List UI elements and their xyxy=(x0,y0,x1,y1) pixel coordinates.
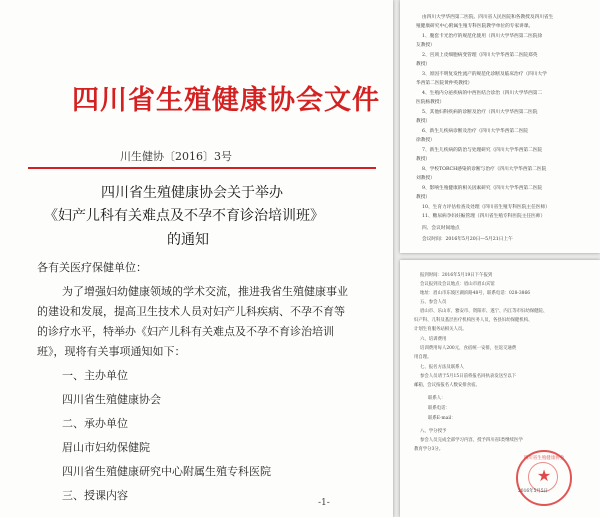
text-line: 8、学校TORCH感染的诊断与治疗（四川大学华西第二医院 xyxy=(422,167,547,172)
text-line: 会议时间：2016年5月20日—5月21日上午 xyxy=(422,237,513,242)
text-line: 会议报到及会议地点：眉山市眉山宾馆 xyxy=(420,282,495,287)
section-heading-course-content: 三、授课内容 xyxy=(62,489,128,502)
contact-person: 联系人： xyxy=(428,396,446,401)
official-seal-text: 四川省生殖健康协会 xyxy=(523,456,565,461)
text-line: 9、影响生殖健康的相关因素研究（四川大学华西第二医院 xyxy=(422,186,543,191)
text-line: 教授） xyxy=(416,62,431,67)
text-line: 报到时间：2016年5月19日下午报到 xyxy=(420,273,493,278)
paragraph-line: 为了增强妇幼健康领域的学术交流，推进我省生殖健康事业 xyxy=(62,285,348,298)
text-line: 华西第二医院黄仲英教授） xyxy=(416,81,473,86)
issue-date: 2016年5月5日 xyxy=(518,489,548,494)
text-line: 用自理。 xyxy=(414,355,432,360)
text-line: 徐教授） xyxy=(416,138,435,143)
text-line: 四、会议时间地点 xyxy=(422,226,460,231)
text-line: 参会人员完成全部学习内容，授予四川省Ⅰ类继续医学 xyxy=(420,438,523,443)
co-organizer-name-2: 四川省生殖健康研究中心附属生殖专科医院 xyxy=(62,465,271,478)
salutation: 各有关医疗保健单位： xyxy=(37,261,147,274)
text-line: 7、新生儿疾病的防治与处理研究（四川大学华西第二医院 xyxy=(422,148,543,153)
text-line: 七、报名方法及联系人 xyxy=(420,365,464,370)
paragraph-line: 班》，现将有关事项通知如下： xyxy=(37,345,186,358)
document-page-3 xyxy=(400,260,600,517)
document-number: 川生健协〔2016〕3号 xyxy=(120,150,232,163)
text-line: 教授） xyxy=(416,119,431,124)
organizer-name: 四川省生殖健康协会 xyxy=(62,393,161,406)
text-line: 八、学分授予 xyxy=(420,429,447,434)
contact-email: 联系E-mail： xyxy=(428,416,456,421)
section-heading-co-organizer: 二、承办单位 xyxy=(62,417,128,430)
text-line: 教授） xyxy=(416,157,431,162)
document-page-2 xyxy=(400,0,600,253)
text-line: 妇产科、儿科及基层医疗机构医务人员，各县妇幼保健机构、 xyxy=(414,318,533,323)
text-line: 由四川大学华西第二医院、四川省人民医院和各教授及四川省生 xyxy=(422,15,554,20)
text-line: 参会人员请于5月15日前将报名回执表发送至以下 xyxy=(420,374,517,379)
notice-title-line2: 《妇产儿科有关难点及不孕不育诊治培训班》 xyxy=(44,208,324,224)
notice-title-line3: 的通知 xyxy=(167,232,209,248)
text-line: 11、糖尿病孕妇妊娠管理（四川省生殖专科医院主任医师） xyxy=(422,214,546,219)
text-line: 2、宫颈上皮细胞病变管理（四川大学华西第二医院郑英 xyxy=(422,53,538,58)
text-line: 邮箱，会议按报名人数安排食宿。 xyxy=(414,383,480,388)
star-icon: ★ xyxy=(536,466,552,485)
text-line: 10、生育力评估检查及处理（四川省生殖专科医院主任医师） xyxy=(422,205,550,210)
text-line: 殖健康研究中心附属生殖专科医院教学单位的专家讲课。 xyxy=(416,24,534,29)
notice-title-line1: 四川省生殖健康协会关于举办 xyxy=(101,185,283,201)
text-line: 刘教授） xyxy=(416,176,435,181)
text-line: 眉山市、乐山市、雅安市、资阳市、遂宁、内江等市妇幼保健院、 xyxy=(420,309,548,314)
text-line: 医院杨教授） xyxy=(416,100,445,105)
text-line: 6、新生儿疾病诊断及治疗（四川大学华西第二医院 xyxy=(422,129,529,134)
text-line: 六、培训费用 xyxy=(420,337,447,342)
text-line: 友教授） xyxy=(416,43,435,48)
text-line: 教授） xyxy=(416,195,431,200)
text-line: 地址：眉山市东坡区湖滨路48号，联系电话：028-3866 xyxy=(420,291,531,296)
co-organizer-name-1: 眉山市妇幼保健院 xyxy=(62,441,150,454)
contact-phone: 联系电话： xyxy=(428,406,450,411)
section-heading-organizer: 一、主办单位 xyxy=(62,369,128,382)
paragraph-line: 的建设和发展，提高卫生技术人员对妇产儿科疾病、不孕不育等 xyxy=(37,305,345,318)
text-line: 五、参会人员 xyxy=(420,300,447,305)
text-line: 3、原因不明复发性流产的规范化诊断及临床治疗（四川大学 xyxy=(422,72,547,77)
text-line: 1、腹套卡光治疗的规范化使用（四川大学华西第二医院徐 xyxy=(422,34,543,39)
document-header-title: 四川省生殖健康协会文件 xyxy=(72,85,380,116)
header-divider xyxy=(28,167,376,169)
text-line: 5、其他妇科疾病的诊断及治疗（四川大学华西第二医院 xyxy=(422,110,538,115)
text-line: 计划生育服务站相关人员。 xyxy=(414,327,467,332)
text-line: 4、生殖内分泌疾病的中西医结合诊治（四川大学华西第二 xyxy=(422,91,543,96)
text-line: 培训费用每人200元，食宿统一安排，往返交通费 xyxy=(420,346,517,351)
official-seal xyxy=(516,450,572,506)
paragraph-line: 的诊疗水平，特举办《妇产儿科有关难点及不孕不育诊治培训 xyxy=(37,325,334,338)
page-number: -1- xyxy=(318,498,330,508)
text-line: 教育学分3分。 xyxy=(414,447,444,452)
